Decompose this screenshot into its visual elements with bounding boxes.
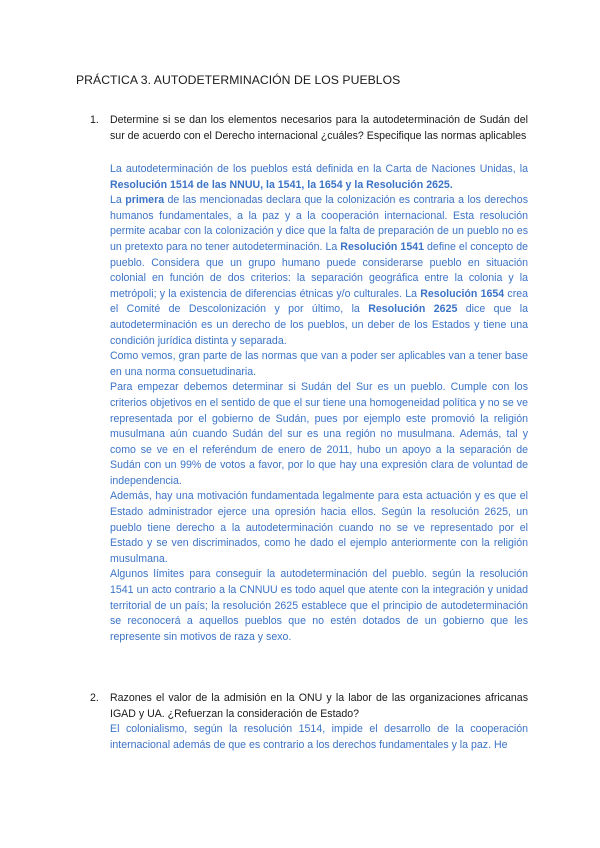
- answer-1-p2-bold-1654: Resolución 1654: [420, 287, 505, 300]
- answer-1-p2-text-i: dice que la autodeterminación es un derecho de los pueblos, un deber de los Estados y tiene una condición jurídica distinta y separada.: [110, 303, 529, 347]
- answer-1: [110, 162, 528, 645]
- answer-2: [110, 722, 528, 753]
- answer-1-p2-bold-2625: Resolución 2625: [368, 303, 458, 316]
- answer-1-paragraph-1: [110, 162, 528, 193]
- question-2-text: Razones el valor de la admisión en la ONU y la labor de las organizaciones africanas IGAD y UA. ¿Refuerzan la consideración de Estado?: [110, 692, 528, 720]
- question-1-text: Determine si se dan los elementos necesarios para la autodeterminación de Sudán del sur de acuerdo con el Derecho internacional ¿cuáles? Especifique las normas aplicables: [110, 114, 528, 142]
- answer-1-paragraph-5: Además, hay una motivación fundamentada legalmente para esta actuación y es que el Estado administrador ejerce una opresión hacia ellos. Según la resolución 2625, un pueblo tiene derecho a la autodeterminación cuando no se ve representado por el Estado y se ven discriminados, como he dado el ejemplo anteriormente con la religión musulmana.: [110, 490, 528, 565]
- answer-1-p2-text-c: de las mencionadas declara que la colonización es contraria a los derechos humanos fundamentales, a la paz y a la cooperación internacional. Esta resolución permite acabar con la colonización y dice que la falta de preparación de un pueblo no es un pretexto para no tener autodeterminación. La: [110, 194, 528, 253]
- answer-1-paragraph-3: Como vemos, gran parte de las normas que van a poder ser aplicables van a tener base en una norma consuetudinaria.: [110, 350, 528, 378]
- answer-1-paragraph-2: [110, 193, 528, 349]
- answer-1-p1-bold: Resolución 1514 de las NNUU, la 1541, la 1654 y la Resolución 2625.: [110, 178, 453, 191]
- question-1-number: 1.: [90, 114, 99, 126]
- answer-1-p2-text-a: La: [110, 194, 126, 207]
- answer-1-p1-text: La autodeterminación de los pueblos está definida en la Carta de Naciones Unidas, la: [110, 163, 528, 175]
- answer-1-p2-text-e: define el concepto de pueblo. Considera que un grupo humano puede considerarse pueblo en situación colonial en función de dos criterios: la separación geográfica entre la colonia y la metrópoli; y la existencia de diferencias étnicas y/o culturales. La: [110, 240, 529, 300]
- answer-2-paragraph-1: El colonialismo, según la resolución 1514, impide el desarrollo de la cooperación internacional además de que es contrario a los derechos fundamentales y la paz. He: [110, 723, 528, 751]
- question-2-number: 2.: [90, 692, 99, 704]
- answer-1-p2-bold-1541: Resolución 1541: [340, 240, 424, 253]
- answer-1-p2-text-g: crea el Comité de Descolonización y por último, la: [110, 287, 529, 316]
- page-title: PRÁCTICA 3. AUTODETERMINACIÓN DE LOS PUEBLOS: [76, 73, 401, 87]
- answer-1-p2-bold-primera: primera: [125, 194, 165, 207]
- answer-1-paragraph-6: Algunos límites para conseguir la autodeterminación del pueblo. según la resolución 1541 un acto contrario a la CNNUU es todo aquel que atente con la integración y unidad territorial de un país; la resolución 2625 establece que el principio de autodeterminación se reconocerá a aquellos pueblos que no estén dotados de un gobierno que les represente sin motivos de raza y sexo.: [110, 568, 528, 643]
- answer-1-paragraph-4: Para empezar debemos determinar si Sudán del Sur es un pueblo. Cumple con los criterios objetivos en el sentido de que el sur tiene una homogeneidad política y no se ve representada por el gobierno de Sudán, pues por ejemplo este promovió la religión musulmana aún cuando Sudán del sur es una región no musulmana. Además, tal y como se ve en el referéndum de enero de 2011, hubo un apoyo a la separación de Sudán con un 99% de votos a favor, por lo que hay una expresión clara de voluntad de independencia.: [110, 381, 528, 487]
